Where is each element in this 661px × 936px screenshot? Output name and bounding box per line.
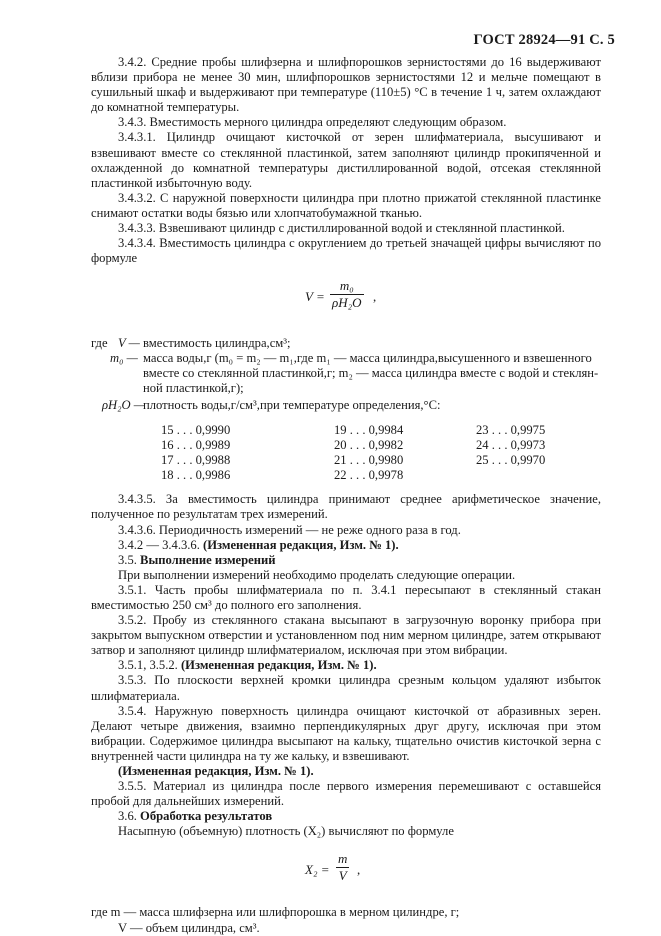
- rho-symbol: ρH₂O —: [102, 398, 145, 413]
- m0-definition-line2: вместе со стеклянной пластинкой,г; m₂ — масса цилиндра вместе с водой и стеклян-: [143, 366, 599, 381]
- table-cell: 17 . . . 0,9988: [161, 453, 231, 468]
- where-label: где: [91, 336, 108, 351]
- section-3-5-heading: [91, 553, 601, 568]
- revision-note-bold: (Измененная редакция, Изм. № 1).: [118, 764, 314, 778]
- paragraph-3-4-3-3: 3.4.3.3. Взвешивают цилиндр с дистиллированной водой и стеклянной пластинкой.: [118, 221, 565, 236]
- paragraph-3-5-5: 3.5.5. Материал из цилиндра после первого измерения перемешивают с оставшейся пробой для дальнейших измерений.: [91, 779, 601, 809]
- v-definition: вместимость цилиндра,см³;: [143, 336, 291, 351]
- formula-lhs: X₂ =: [305, 862, 330, 878]
- v-volume-definition: V — объем цилиндра, см³.: [118, 920, 260, 935]
- m0-definition-line3: ной пластинкой,г);: [143, 381, 244, 396]
- paragraph-3-4-3-2: 3.4.3.2. С наружной поверхности цилиндра при плотно прижатой стеклянной пластинке снимают остатки воды бязью или хлопчатобумажной тканью.: [91, 190, 601, 220]
- density-definitions: [91, 905, 601, 935]
- paragraph-3-5-3: 3.5.3. По плоскости верхней кромки цилиндра срезным кольцом удаляют избыток шлифматериала.: [91, 673, 601, 703]
- section-3-6-heading: [91, 809, 601, 824]
- revision-note-prefix: 3.5.1, 3.5.2.: [118, 658, 181, 673]
- section-title: Выполнение измерений: [140, 552, 276, 567]
- volume-formula: [91, 266, 601, 326]
- revision-note-2: [91, 658, 601, 673]
- paragraph-3-6-intro: Насыпную (объемную) плотность (X₂) вычисляют по формуле: [118, 824, 454, 839]
- section-title: Обработка результатов: [140, 809, 273, 824]
- formula-fraction: [330, 278, 364, 311]
- density-formula: [91, 839, 601, 897]
- formula-denominator: V: [338, 868, 347, 884]
- rho-definition-row: [91, 398, 601, 414]
- table-cell: 20 . . . 0,9982: [334, 438, 404, 453]
- m0-symbol: m₀ —: [110, 351, 138, 366]
- document-body: [91, 55, 601, 936]
- revision-note-3: [91, 764, 601, 779]
- paragraph-3-5-2: 3.5.2. Пробу из стеклянного стакана высыпают в загрузочную воронку прибора при закрытом выпускном отверстии и установленном под ним мерном цилиндре, затем открывают затвор и заполняют цилиндр шлифматериалом, исключая при этом вибрации.: [91, 613, 601, 658]
- paragraph-3-4-3: 3.4.3. Вместимость мерного цилиндра определяют следующим образом.: [118, 115, 507, 130]
- revision-note-bold: (Измененная редакция, Изм. № 1).: [180, 658, 377, 673]
- paragraph-3-4-3-6: 3.4.3.6. Периодичность измерений — не реже одного раза в год.: [118, 522, 461, 537]
- paragraph-3-4-3-4: 3.4.3.4. Вместимость цилиндра с округлением до третьей значащей цифры вычисляют по формуле: [91, 236, 601, 266]
- formula-numerator: m₀: [330, 278, 364, 295]
- paragraph-3-4-3-1: 3.4.3.1. Цилиндр очищают кисточкой от зерен шлифматериала, высушивают и взвешивают вместе со стеклянной пластинкой, затем заполняют цилиндр прокипяченной и охлажденной до комнатной температуры дистиллированной водой, отсекая стеклянной пластинкой избыточную воду.: [91, 130, 601, 190]
- formula-lhs: V =: [305, 289, 325, 305]
- table-cell: 19 . . . 0,9984: [334, 423, 404, 438]
- revision-note-prefix: 3.4.2 — 3.4.3.6.: [118, 537, 204, 552]
- table-cell: 25 . . . 0,9970: [476, 453, 546, 468]
- rho-definition: плотность воды,г/см³,при температуре определения,°С:: [143, 398, 441, 413]
- formula-denominator: ρH₂O: [332, 295, 362, 311]
- table-cell: 18 . . . 0,9986: [161, 468, 231, 483]
- paragraph-3-4-3-5: 3.4.3.5. За вместимость цилиндра принимают среднее арифметическое значение, полученное по результатам трех измерений.: [91, 492, 601, 522]
- paragraph-3-5-4: 3.5.4. Наружную поверхность цилиндра очищают кисточкой от абразивных зерен. Делают четыре движения, взаимно перпендикулярных друг другу, исключая при этом вибрации. Содержимое цилиндра высыпают на кальку, тщательно очистив кисточкой зерна с внутренней части цилиндра на ту же кальку, и взвешивают.: [91, 703, 601, 763]
- paragraph-3-5-1: 3.5.1. Часть пробы шлифматериала по п. 3.4.1 пересыпают в стеклянный стакан вместимостью 250 см³ до полного его заполнения.: [91, 582, 601, 612]
- revision-note-bold: (Измененная редакция, Изм. № 1).: [203, 537, 399, 552]
- m0-definition-line1: масса воды,г (m₀ = m₂ — m₁,где m₁ — масса цилиндра,высушенного и взвешенного: [143, 351, 592, 366]
- formula-comma: ,: [357, 862, 361, 878]
- formula-fraction: [336, 851, 349, 884]
- water-density-table: [91, 423, 601, 485]
- m-definition: где m — масса шлифзерна или шлифпорошка в мерном цилиндре, г;: [91, 905, 460, 920]
- page-header: ГОСТ 28924—91 С. 5: [473, 32, 615, 48]
- table-cell: 22 . . . 0,9978: [334, 468, 404, 483]
- table-cell: 16 . . . 0,9989: [161, 438, 231, 453]
- table-cell: 21 . . . 0,9980: [334, 453, 404, 468]
- section-number: 3.5.: [118, 552, 141, 567]
- paragraph-3-5-intro: При выполнении измерений необходимо проделать следующие операции.: [118, 567, 516, 582]
- table-cell: 24 . . . 0,9973: [476, 438, 546, 453]
- formula-numerator: m: [338, 851, 348, 867]
- table-cell: 15 . . . 0,9990: [161, 423, 231, 438]
- formula-comma: ,: [373, 289, 377, 305]
- section-number: 3.6.: [118, 809, 141, 824]
- v-symbol: V —: [118, 336, 140, 351]
- revision-note-1: [91, 538, 601, 553]
- table-cell: 23 . . . 0,9975: [476, 423, 546, 438]
- paragraph-3-4-2: 3.4.2. Средние пробы шлифзерна и шлифпорошков зернистостями до 16 выдерживают вблизи прибора не менее 30 мин, шлифпорошков зернистостями 12 и мельче помещают в сушильный шкаф и выдерживают при температуре (110±5) °С в течение 1 ч, затем охлаждают до комнатной температуры.: [91, 55, 601, 115]
- formula-definitions: [91, 336, 601, 398]
